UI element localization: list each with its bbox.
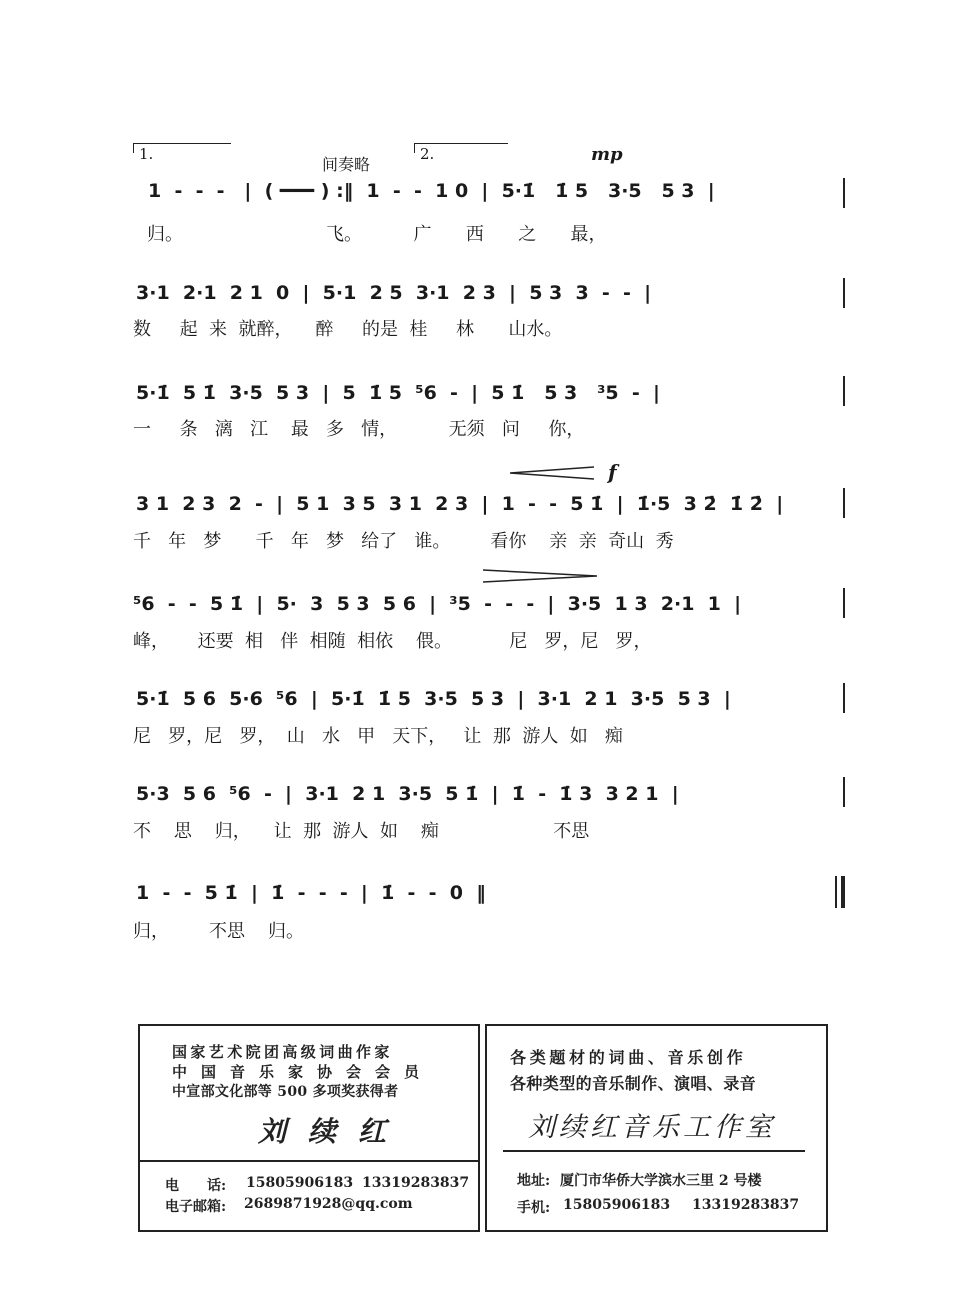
studio-card-divider bbox=[503, 1150, 805, 1152]
studio-services-line-1: 各类题材的词曲、音乐创作 bbox=[510, 1048, 747, 1067]
system-7-lyrics: 不 思 归， 让 那 游人 如 痴 不思 bbox=[133, 821, 590, 842]
address-label: 地址: bbox=[517, 1173, 551, 1189]
system-3-lyrics: 一 条 漓 江 最 多 情， 无须 问 你， bbox=[133, 419, 585, 440]
system-4-notes: 3 1 2 3 2 - | 5 1 3 5 3 1 2 3 | 1 - - 5 1̇ | 1̇·5 3 2̇ 1̇ 2̇ | bbox=[136, 493, 784, 515]
composer-name: 刘续红 bbox=[258, 1115, 409, 1148]
mobile-label: 手机: bbox=[517, 1200, 551, 1216]
interlude-label: 间奏略 bbox=[322, 155, 371, 174]
system-8-end-thick-bar bbox=[841, 876, 845, 908]
mobile-number-1: 15805906183 bbox=[563, 1197, 671, 1213]
composer-title-line-3: 中宣部文化部等 500 多项奖获得者 bbox=[172, 1084, 399, 1100]
address-value: 厦门市华侨大学滨水三里 2 号楼 bbox=[560, 1173, 762, 1189]
system-4-lyrics: 千 年 梦 千 年 梦 给了 谁。 看你 亲 亲 奇山 秀 bbox=[133, 531, 674, 552]
diminuendo-hairpin bbox=[483, 568, 597, 584]
system-1-final-bar bbox=[843, 178, 845, 208]
system-5-notes: ⁵6 - - 5 1̇ | 5· 3 5 3 5 6 | ³5 - - - | 3·5 1 3 2·1 1 | bbox=[133, 593, 742, 615]
system-7-final-bar bbox=[843, 777, 845, 807]
system-8-notes: 1 - - 5 1̇ | 1̇ - - - | 1̇ - - 0 ‖ bbox=[136, 882, 486, 904]
volta-2-bracket bbox=[414, 143, 508, 144]
system-2-lyrics: 数 起 来 就醉， 醉 的是 桂 林 山水。 bbox=[133, 319, 563, 340]
system-1-notes: 1 - - - | ( ━━━ ) :‖ 1 - - 1 0 | 5·1̇ 1̇ 5 3·5 5 3 | bbox=[148, 180, 715, 202]
system-3-notes: 5·1̇ 5 1̇ 3·5 5 3 | 5 1̇ 5 ⁵6 - | 5 1̇ 5 3 ³5 - | bbox=[136, 382, 660, 404]
mobile-number-2: 13319283837 bbox=[692, 1197, 800, 1213]
dynamic-f: f bbox=[608, 460, 617, 484]
system-3-final-bar bbox=[843, 376, 845, 406]
volta-2-label: 2. bbox=[420, 145, 435, 163]
system-6-final-bar bbox=[843, 683, 845, 713]
system-4-final-bar bbox=[843, 488, 845, 518]
volta-1-bracket bbox=[133, 143, 231, 144]
studio-name: 刘续红音乐工作室 bbox=[528, 1112, 776, 1143]
phone-label: 电 话: bbox=[165, 1178, 227, 1194]
studio-services-line-2: 各种类型的音乐制作、演唱、录音 bbox=[510, 1074, 757, 1093]
system-7-notes: 5·3 5 6 ⁵6 - | 3·1 2 1 3·5 5 1̇ | 1̇ - 1̇ 3 3 2 1 | bbox=[136, 783, 679, 805]
system-1-lyrics: 归。 飞。 广 西 之 最， bbox=[147, 224, 607, 245]
system-2-notes: 3·1 2·1 2 1 0 | 5·1 2 5 3·1 2 3 | 5 3 3 - - | bbox=[136, 282, 652, 304]
composer-title-line-1: 国家艺术院团高级词曲作家 bbox=[172, 1043, 393, 1061]
email-address: 2689871928@qq.com bbox=[244, 1196, 413, 1212]
system-6-lyrics: 尼 罗，尼 罗， 山 水 甲 天下， 让 那 游人 如 痴 bbox=[133, 726, 623, 747]
email-label: 电子邮箱: bbox=[165, 1199, 227, 1215]
system-6-notes: 5·1̇ 5 6 5·6 ⁵6 | 5·1̇ 1̇ 5 3·5 5 3 | 3·1 2 1 3·5 5 3 | bbox=[136, 688, 731, 710]
composer-card-divider bbox=[140, 1160, 478, 1162]
system-2-final-bar bbox=[843, 278, 845, 308]
volta-1-label: 1. bbox=[139, 145, 154, 163]
volta-1-bracket-hook bbox=[133, 143, 134, 153]
dynamic-mp: mp bbox=[591, 144, 623, 165]
crescendo-hairpin bbox=[510, 465, 594, 481]
system-8-end-thin-bar bbox=[835, 876, 837, 908]
volta-2-bracket-hook bbox=[414, 143, 415, 153]
system-5-final-bar bbox=[843, 588, 845, 618]
system-8-lyrics: 归， 不思 归。 bbox=[133, 921, 304, 942]
phone-number-2: 13319283837 bbox=[362, 1175, 470, 1191]
composer-title-line-2: 中国音乐家协会会员 bbox=[172, 1063, 434, 1081]
system-5-lyrics: 峰， 还要 相 伴 相随 相依 偎。 尼 罗，尼 罗， bbox=[133, 631, 652, 652]
phone-number-1: 15805906183 bbox=[246, 1175, 354, 1191]
